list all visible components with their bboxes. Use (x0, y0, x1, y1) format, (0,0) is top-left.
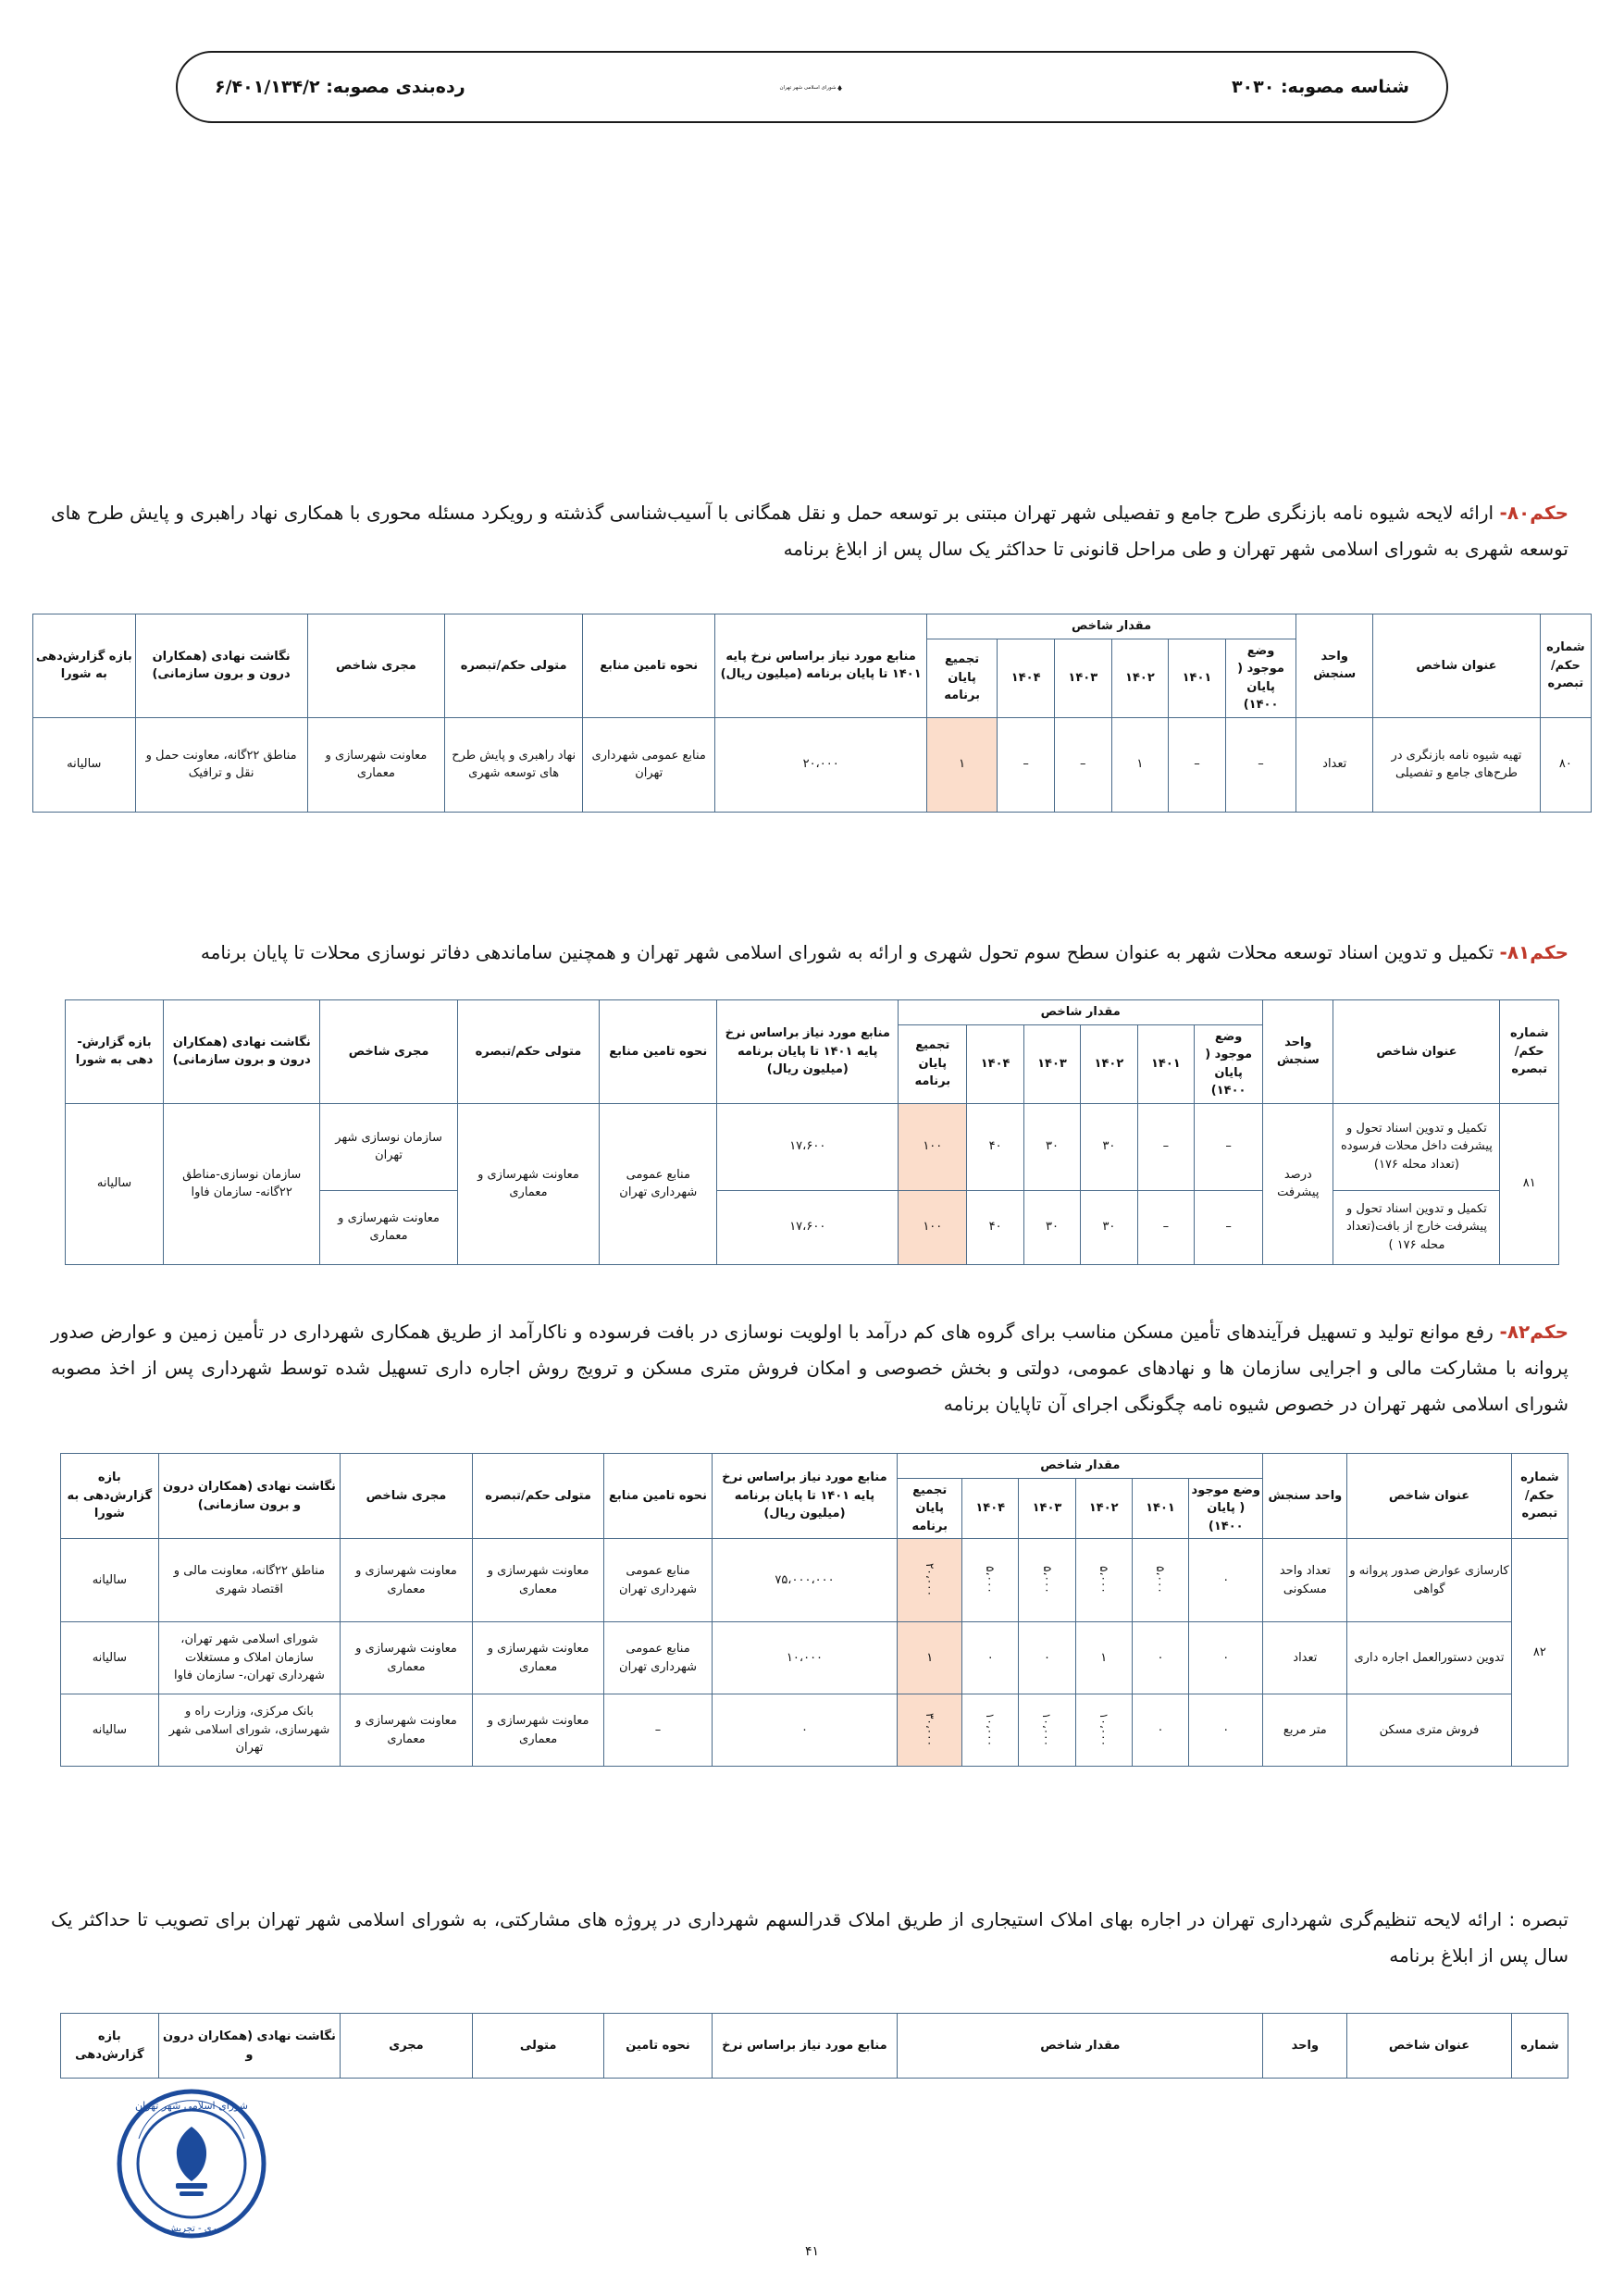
cell-total: ۱ (898, 1622, 962, 1694)
cell-collab: مناطق ۲۲گانه، معاونت مالی و اقتصاد شهری (158, 1539, 340, 1622)
paragraph-hukm-80 (51, 495, 1568, 567)
cell-executor: معاونت شهرسازی و معماری (341, 1694, 473, 1767)
cell-1404: ۴۰ (967, 1190, 1023, 1264)
th-1402: ۱۴۰۲ (1081, 1024, 1137, 1103)
cell-collab: بانک مرکزی، وزارت راه و شهرسازی، شورای اسلامی شهر تهران (158, 1694, 340, 1767)
cell-indicator-title: کارسازی عوارض صدور پروانه و گواهی (1347, 1539, 1511, 1622)
hukm-81-label: حکم۸۱- (1499, 941, 1568, 963)
th-indicator-title: عنوان شاخص (1333, 1000, 1500, 1104)
cell-1404 (962, 1694, 1019, 1767)
cell-resources-needed: ۲۰،۰۰۰ (715, 717, 926, 812)
th-1404: ۱۴۰۴ (962, 1478, 1019, 1539)
cell-1402 (1075, 1539, 1132, 1622)
hukm-81-text: تکمیل و تدوین اسناد توسعه محلات شهر به عنوان سطح سوم تحول شهری و ارائه به شورای اسلامی شهر تهران و همچنین ساماندهی دفاتر نوسازی محلات تا پایان برنامه (200, 941, 1500, 963)
th-total: تجمیع پایان برنامه (898, 1478, 962, 1539)
th-1402: ۱۴۰۲ (1111, 639, 1169, 717)
cell-custodian: معاونت شهرسازی و معماری (472, 1694, 604, 1767)
th-amount-group: مقدار شاخص (898, 1454, 1263, 1479)
paragraph-tabsare (51, 1902, 1568, 1974)
tabsare-label: تبصره : (1508, 1908, 1568, 1930)
value-1404: ۵،۰۰۰ (984, 1565, 998, 1594)
cell-1401: ۰ (1132, 1622, 1188, 1694)
svg-text:ری - تجریش: ری - تجریش (167, 2224, 217, 2234)
header-classification: رده‌بندی مصوبه: ۶/۴۰۱/۱۳۴/۲ (215, 77, 465, 97)
value-1403: ۵،۰۰۰ (1040, 1565, 1054, 1594)
th-number: شماره حکم/تبصره (1500, 1000, 1559, 1104)
cell-supply-method: – (604, 1694, 712, 1767)
cell-1402: ۳۰ (1081, 1103, 1137, 1190)
cell-supply-method: منابع عمومی شهرداری تهران (600, 1103, 717, 1264)
cell-collab: شورای اسلامی شهر تهران، سازمان املاک و مستغلات شهرداری تهران،- سازمان فاوا (158, 1622, 340, 1694)
th-unit: واحد (1263, 2014, 1347, 2079)
cell-resources-needed: ۱۷،۶۰۰ (717, 1103, 899, 1190)
table-header-row (66, 1000, 1559, 1025)
logo-caption: شورای اسلامی شهر تهران (779, 85, 837, 91)
cell-report-interval: سالیانه (61, 1694, 159, 1767)
table-row (61, 1622, 1568, 1694)
table-row (61, 1539, 1568, 1622)
cell-total (898, 1694, 962, 1767)
th-amount-group: مقدار شاخص (899, 1000, 1263, 1025)
header-approval-id: شناسه مصوبه: ۳۰۳۰ (1231, 77, 1409, 97)
page-header (176, 51, 1448, 123)
cell-executor: معاونت شهرسازی و معماری (341, 1622, 473, 1694)
cell-custodian: معاونت شهرسازی و معماری (472, 1539, 604, 1622)
cell-executor: سازمان نوسازی شهر تهران (320, 1103, 457, 1190)
cell-unit: تعداد واحد مسکونی (1263, 1539, 1347, 1622)
cell-1402: ۱ (1111, 717, 1169, 812)
hukm-80-label: حکم۸۰- (1499, 502, 1568, 524)
th-1401: ۱۴۰۱ (1132, 1478, 1188, 1539)
paragraph-hukm-81 (51, 935, 1568, 971)
th-resources-needed: منابع مورد نیاز براساس نرخ پایه ۱۴۰۱ تا پایان برنامه (میلیون ریال) (712, 1454, 898, 1539)
cell-existing: – (1225, 717, 1295, 812)
th-1403: ۱۴۰۳ (1023, 1024, 1080, 1103)
th-1401: ۱۴۰۱ (1137, 1024, 1194, 1103)
th-existing: وضع موجود ( پایان ۱۴۰۰) (1195, 1024, 1263, 1103)
cell-resources-needed: ۱۰،۰۰۰ (712, 1622, 898, 1694)
th-supply-method: نحوه تامین منابع (600, 1000, 717, 1104)
th-executor: مجری (341, 2014, 473, 2079)
cell-executor: معاونت شهرسازی و معماری (341, 1539, 473, 1622)
th-collab: نگاشت نهادی (همکاران درون و برون سازمانی) (158, 1454, 340, 1539)
cell-1401: – (1169, 717, 1226, 812)
cell-1403: ۳۰ (1023, 1190, 1080, 1264)
svg-text:شورای اسلامی شهر تهران: شورای اسلامی شهر تهران (135, 2100, 248, 2112)
cell-indicator-title: تدوین دستورالعمل اجاره داری (1347, 1622, 1511, 1694)
table-header-row (61, 2014, 1568, 2079)
th-unit: واحد سنجش (1263, 1454, 1347, 1539)
cell-1404 (962, 1539, 1019, 1622)
cell-indicator-title: تکمیل و تدوین اسناد تحول و پیشرفت داخل محلات فرسوده (تعداد محله ۱۷۶) (1333, 1103, 1500, 1190)
th-unit: واحد سنجش (1296, 614, 1373, 718)
cell-1403: – (1054, 717, 1111, 812)
th-executor: مجری شاخص (341, 1454, 473, 1539)
value-1404: ۱۰،۰۰۰ (984, 1712, 998, 1746)
official-council-stamp (111, 2083, 273, 2245)
th-amount-group: مقدار شاخص (926, 614, 1295, 639)
th-executor: مجری شاخص (307, 614, 445, 718)
cell-resources-needed: ۷۵،۰۰۰،۰۰۰ (712, 1539, 898, 1622)
th-supply-method: نحوه تامین منابع (604, 1454, 712, 1539)
table-header-row (61, 1454, 1568, 1479)
table-row (61, 1694, 1568, 1767)
cell-existing: ۰ (1189, 1622, 1263, 1694)
value-1402: ۱۰،۰۰۰ (1097, 1712, 1110, 1746)
cell-number: ۸۱ (1500, 1103, 1559, 1264)
cell-report-interval: سالیانه (61, 1622, 159, 1694)
cell-existing: – (1195, 1190, 1263, 1264)
hukm-82-label: حکم۸۲- (1499, 1321, 1568, 1343)
cell-unit: متر مربع (1263, 1694, 1347, 1767)
table-tabsare (60, 2013, 1568, 2079)
th-collab: نگاشت نهادی (همکاران درون و برون سازمانی) (164, 1000, 320, 1104)
th-1403: ۱۴۰۳ (1054, 639, 1111, 717)
cell-1403: ۳۰ (1023, 1103, 1080, 1190)
cell-existing: – (1195, 1103, 1263, 1190)
cell-report-interval: سالیانه (66, 1103, 164, 1264)
cell-1401: – (1137, 1190, 1194, 1264)
th-indicator-title: عنوان شاخص (1347, 2014, 1511, 2079)
cell-existing: ۰ (1189, 1539, 1263, 1622)
cell-collab: سازمان نوسازی-مناطق ۲۲گانه- سازمان فاوا (164, 1103, 320, 1264)
th-custodian: متولی حکم/تبصره (472, 1454, 604, 1539)
table-row (33, 717, 1592, 812)
tabsare-text: ارائه لایحه تنظیم‌گری شهرداری تهران در اجاره بهای املاک استیجاری از طریق املاک قدرالسهم شهرداری در پروژه های مشارکتی، به شورای اسلامی شهر تهران برای تصویب تا حداکثر یک سال پس از ابلاغ برنامه (51, 1908, 1568, 1967)
table-row (66, 1103, 1559, 1190)
cell-custodian: معاونت شهرسازی و معماری (457, 1103, 600, 1264)
cell-total: ۱۰۰ (899, 1103, 967, 1190)
cell-1402: ۱ (1075, 1622, 1132, 1694)
table-hukm-80 (32, 614, 1592, 813)
th-number: شماره حکم/ تبصره (1511, 1454, 1568, 1539)
th-supply-method: نحوه تامین (604, 2014, 712, 2079)
cell-resources-needed: ۱۷،۶۰۰ (717, 1190, 899, 1264)
th-report-interval: بازه گزارش‌دهی (61, 2014, 159, 2079)
value-1403: ۱۰،۰۰۰ (1040, 1712, 1054, 1746)
cell-number: ۸۰ (1540, 717, 1591, 812)
th-collab: نگاشت نهادی (همکاران درون و (158, 2014, 340, 2079)
th-1403: ۱۴۰۳ (1019, 1478, 1075, 1539)
cell-executor: معاونت شهرسازی و معماری (307, 717, 445, 812)
cell-1401 (1132, 1539, 1188, 1622)
th-indicator-title: عنوان شاخص (1373, 614, 1541, 718)
cell-1403: ۰ (1019, 1622, 1075, 1694)
hukm-80-text: ارائه لایحه شیوه نامه بازنگری طرح جامع و تفصیلی شهر تهران مبتنی بر توسعه حمل و نقل همگانی با آسیب‌شناسی گذشته و رویکرد مسئله محوری با همکاری نهاد راهبری و پایش طرح های توسعه شهری به شورای اسلامی شهر تهران و طی مراحل قانونی تا حداکثر یک سال پس از ابلاغ برنامه (51, 502, 1568, 560)
cell-total (898, 1539, 962, 1622)
th-unit: واحد سنجش (1263, 1000, 1333, 1104)
th-existing: وضع موجود ( پایان ۱۴۰۰) (1189, 1478, 1263, 1539)
th-resources-needed: منابع مورد نیاز براساس نرخ پایه ۱۴۰۱ تا پایان برنامه (میلیون ریال) (717, 1000, 899, 1104)
value-total: ۲۰،۰۰۰ (923, 1562, 936, 1596)
cell-1403 (1019, 1694, 1075, 1767)
cell-supply-method: منابع عمومی شهرداری تهران (583, 717, 715, 812)
paragraph-hukm-82 (51, 1314, 1568, 1422)
cell-existing: ۰ (1189, 1694, 1263, 1767)
th-amount-group: مقدار شاخص (898, 2014, 1263, 2079)
cell-report-interval: سالیانه (61, 1539, 159, 1622)
cell-total: ۱ (926, 717, 998, 812)
table-header-row (33, 614, 1592, 639)
hukm-82-text: رفع موانع تولید و تسهیل فرآیندهای تأمین مسکن مناسب برای گروه های کم درآمد با اولویت نوسازی در بافت فرسوده و ناکارآمد از طریق همکاری شهرداری در تأمین زمین و عوارض صدور پروانه با مشارکت مالی و اجرایی سازمان ها و نهادهای عمومی، دولتی و بخش خصوصی و امکان فروش متری مسکن و ترویج روش اجاره داری تسهیل شده توسط شهرداری پس از اخذ مصوبه شورای اسلامی شهر تهران در خصوص شیوه نامه چگونگی اجرای آن تاپایان برنامه (51, 1321, 1568, 1415)
cell-1403 (1019, 1539, 1075, 1622)
th-1402: ۱۴۰۲ (1075, 1478, 1132, 1539)
th-supply-method: نحوه تامین منابع (583, 614, 715, 718)
council-logo-icon (780, 58, 845, 119)
table-hukm-82 (60, 1453, 1568, 1767)
th-total: تجمیع پایان برنامه (899, 1024, 967, 1103)
cell-supply-method: منابع عمومی شهرداری تهران (604, 1539, 712, 1622)
cell-unit: درصد پیشرفت (1263, 1103, 1333, 1264)
cell-total: ۱۰۰ (899, 1190, 967, 1264)
th-1404: ۱۴۰۴ (998, 639, 1055, 717)
th-total: تجمیع پایان برنامه (926, 639, 998, 717)
cell-supply-method: منابع عمومی شهرداری تهران (604, 1622, 712, 1694)
th-existing: وضع موجود ( پایان ۱۴۰۰) (1225, 639, 1295, 717)
cell-collab: مناطق ۲۲گانه، معاونت حمل و نقل و ترافیک (135, 717, 307, 812)
cell-1401: ۰ (1132, 1694, 1188, 1767)
cell-indicator-title: تهیه شیوه نامه بازنگری در طرح‌های جامع و تفصیلی (1373, 717, 1541, 812)
cell-unit: تعداد (1263, 1622, 1347, 1694)
cell-number: ۸۲ (1511, 1539, 1568, 1767)
th-collab: نگاشت نهادی (همکاران درون و برون سازمانی) (135, 614, 307, 718)
th-1401: ۱۴۰۱ (1169, 639, 1226, 717)
th-indicator-title: عنوان شاخص (1347, 1454, 1511, 1539)
cell-unit: تعداد (1296, 717, 1373, 812)
cell-indicator-title: تکمیل و تدوین اسناد تحول و پیشرفت خارج از بافت(تعداد محله ۱۷۶ ) (1333, 1190, 1500, 1264)
th-executor: مجری شاخص (320, 1000, 457, 1104)
th-resources-needed: منابع مورد نیاز براساس نرخ پایه ۱۴۰۱ تا پایان برنامه (میلیون ریال) (715, 614, 926, 718)
value-1401: ۵،۰۰۰ (1154, 1565, 1167, 1594)
cell-report-interval: سالیانه (33, 717, 136, 812)
th-1404: ۱۴۰۴ (967, 1024, 1023, 1103)
cell-custodian: نهاد راهبری و پایش طرح های توسعه شهری (445, 717, 583, 812)
th-report-interval: بازه گزارش‌دهی به شورا (33, 614, 136, 718)
th-number: شماره (1511, 2014, 1568, 2079)
cell-1404: ۰ (962, 1622, 1019, 1694)
cell-1404: – (998, 717, 1055, 812)
table-hukm-81 (65, 999, 1559, 1265)
cell-1402: ۳۰ (1081, 1190, 1137, 1264)
th-report-interval: بازه گزارش‌دهی به شورا (61, 1454, 159, 1539)
cell-1402 (1075, 1694, 1132, 1767)
value-total: ۳۰،۰۰۰ (923, 1712, 936, 1746)
th-resources-needed: منابع مورد نیاز براساس نرخ (712, 2014, 898, 2079)
th-custodian: متولی حکم/تبصره (457, 1000, 600, 1104)
th-report-interval: بازه گزارش- دهی به شورا (66, 1000, 164, 1104)
cell-executor: معاونت شهرسازی و معماری (320, 1190, 457, 1264)
th-custodian: متولی (472, 2014, 604, 2079)
cell-custodian: معاونت شهرسازی و معماری (472, 1622, 604, 1694)
th-custodian: متولی حکم/تبصره (445, 614, 583, 718)
page-number: ۴۱ (804, 2244, 820, 2259)
cell-1404: ۴۰ (967, 1103, 1023, 1190)
th-number: شماره حکم/ تبصره (1540, 614, 1591, 718)
cell-indicator-title: فروش متری مسکن (1347, 1694, 1511, 1767)
cell-1401: – (1137, 1103, 1194, 1190)
value-1402: ۵،۰۰۰ (1097, 1565, 1110, 1594)
cell-resources-needed: ۰ (712, 1694, 898, 1767)
